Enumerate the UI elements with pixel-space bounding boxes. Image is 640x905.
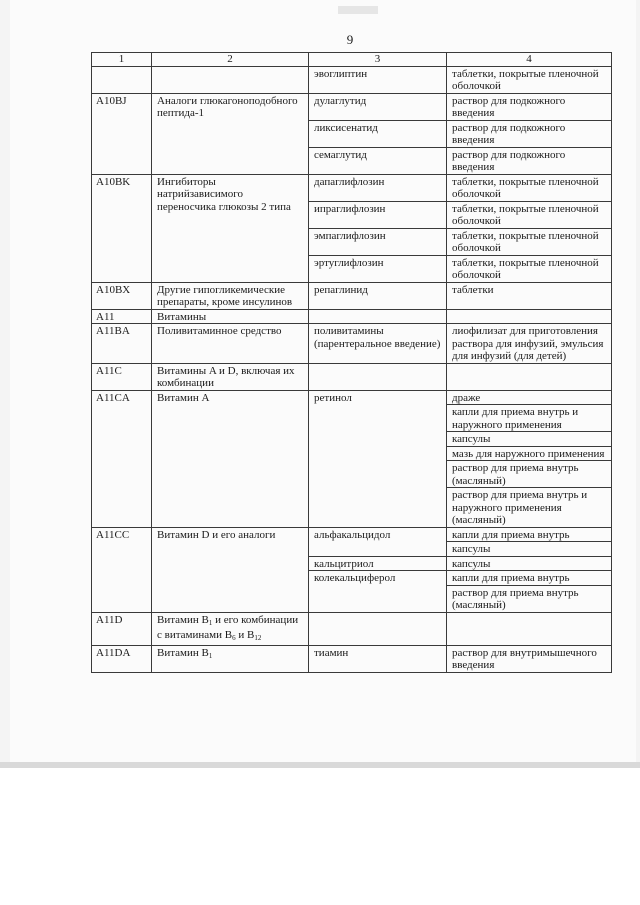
column-header: 2 [152,53,309,67]
table-row [92,282,612,309]
scan-mark [338,6,378,14]
table-row [92,527,612,542]
drug-name-cell: дулаглутид [309,93,447,120]
drug-name-cell: альфакальцидол [309,527,447,556]
atc-code-cell [92,66,152,93]
atc-code-cell: A11CC [92,527,152,612]
dosage-form-cell: таблетки, покрытые пленочной оболочкой [447,228,612,255]
table-row [92,612,612,645]
atc-code-cell: A11DA [92,645,152,672]
atc-code-cell: A11C [92,363,152,390]
atc-code-cell: A10BX [92,282,152,309]
drug-name-cell: тиамин [309,645,447,672]
dosage-form-cell [447,363,612,390]
dosage-form-cell: раствор для приема внутрь и наружного применения (масляный) [447,488,612,528]
drug-name-cell [309,363,447,390]
atc-code-cell: A11 [92,309,152,324]
group-name-cell: Аналоги глюкагоноподобного пептида-1 [152,93,309,174]
dosage-form-cell: капсулы [447,542,612,557]
dosage-form-cell: капсулы [447,556,612,571]
dosage-form-cell: таблетки, покрытые пленочной оболочкой [447,174,612,201]
dosage-form-cell: капли для приема внутрь и наружного применения [447,405,612,432]
dosage-form-cell: раствор для подкожного введения [447,147,612,174]
dosage-form-cell: раствор для подкожного введения [447,120,612,147]
drug-name-cell [309,612,447,645]
table-row [92,93,612,120]
table-row [92,390,612,405]
atc-code-cell: A10BJ [92,93,152,174]
group-name-cell: Витамин B1 и его комбинации с витаминами B6 и B12 [152,612,309,645]
atc-code-cell: A11CA [92,390,152,527]
drug-name-cell: дапаглифлозин [309,174,447,201]
dosage-form-cell: раствор для приема внутрь (масляный) [447,461,612,488]
dosage-form-cell [447,309,612,324]
dosage-form-cell: капли для приема внутрь [447,571,612,586]
drug-name-cell: кальцитриол [309,556,447,571]
dosage-form-cell: капли для приема внутрь [447,527,612,542]
page-number: 9 [346,32,354,47]
table-row [92,66,612,93]
drug-table [91,52,612,673]
dosage-form-cell: мазь для наружного применения [447,446,612,461]
dosage-form-cell: драже [447,390,612,405]
dosage-form-cell: раствор для приема внутрь (масляный) [447,585,612,612]
table-row [92,309,612,324]
group-name-cell: Витамин D и его аналоги [152,527,309,612]
drug-name-cell: ретинол [309,390,447,527]
group-name-cell: Витамины A и D, включая их комбинации [152,363,309,390]
drug-name-cell: эвоглиптин [309,66,447,93]
drug-name-cell [309,309,447,324]
dosage-form-cell: раствор для подкожного введения [447,93,612,120]
dosage-form-cell: таблетки [447,282,612,309]
dosage-form-cell: раствор для внутримышечного введения [447,645,612,672]
group-name-cell [152,66,309,93]
column-header: 1 [92,53,152,67]
group-name-cell: Другие гипогликемические препараты, кроме инсулинов [152,282,309,309]
group-name-cell: Витамины [152,309,309,324]
drug-name-cell: эмпаглифлозин [309,228,447,255]
group-name-cell: Поливитаминное средство [152,324,309,364]
table-header-row [92,53,612,67]
drug-name-cell: колекальциферол [309,571,447,613]
group-name-cell: Витамин A [152,390,309,527]
column-header: 4 [447,53,612,67]
drug-name-cell: поливитамины (парентеральное введение) [309,324,447,364]
column-header: 3 [309,53,447,67]
table-row [92,645,612,672]
dosage-form-cell: таблетки, покрытые пленочной оболочкой [447,255,612,282]
dosage-form-cell: капсулы [447,432,612,447]
dosage-form-cell: лиофилизат для приготовления раствора для инфузий, эмульсия для инфузий (для детей) [447,324,612,364]
scan-edge [0,762,640,768]
table-row [92,363,612,390]
table-row [92,324,612,364]
atc-code-cell: A11BA [92,324,152,364]
group-name-cell: Ингибиторы натрийзависимого переносчика глюкозы 2 типа [152,174,309,282]
dosage-form-cell: таблетки, покрытые пленочной оболочкой [447,66,612,93]
dosage-form-cell: таблетки, покрытые пленочной оболочкой [447,201,612,228]
dosage-form-cell [447,612,612,645]
group-name-cell: Витамин B1 [152,645,309,672]
drug-name-cell: ликсисенатид [309,120,447,147]
drug-name-cell: репаглинид [309,282,447,309]
drug-name-cell: ипраглифлозин [309,201,447,228]
drug-name-cell: семаглутид [309,147,447,174]
atc-code-cell: A10BK [92,174,152,282]
drug-name-cell: эртуглифлозин [309,255,447,282]
atc-code-cell: A11D [92,612,152,645]
table-row [92,174,612,201]
